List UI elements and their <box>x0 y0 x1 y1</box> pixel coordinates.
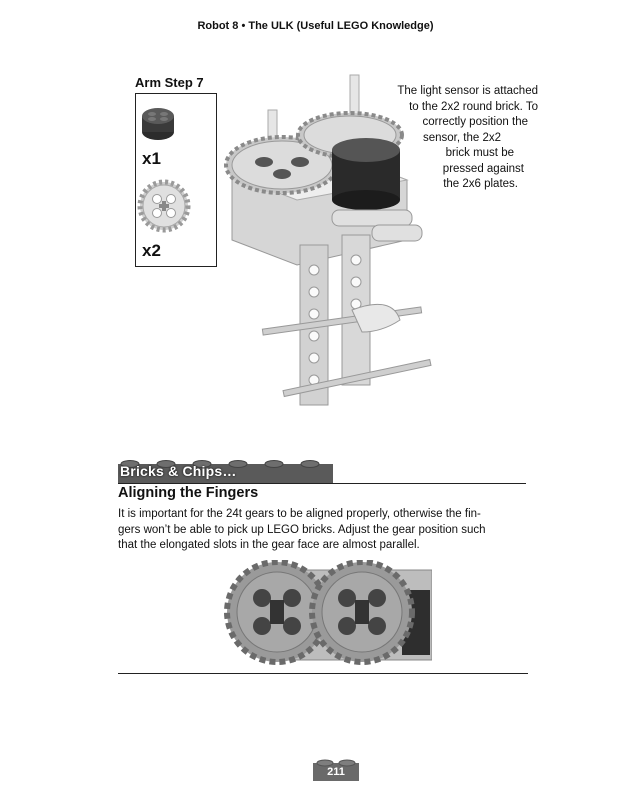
gear-24t-icon <box>140 182 188 230</box>
note-line: pressed against <box>442 162 524 175</box>
part-quantity-1: x1 <box>142 149 161 168</box>
parts-list <box>135 93 217 267</box>
right-gear <box>312 562 412 662</box>
step-title: Arm Step 7 <box>135 75 204 90</box>
body-line: gers won’t be able to pick up LEGO bricks. Adjust the gear position such <box>118 523 486 536</box>
divider <box>118 483 526 484</box>
divider <box>118 673 528 674</box>
section-body <box>118 507 528 554</box>
page-number: 211 <box>327 766 345 778</box>
note-line: sensor, the 2x2 <box>423 131 501 144</box>
note-line: The light sensor is attached <box>397 85 538 97</box>
body-line: that the elongated slots in the gear face are almost parallel. <box>118 539 420 551</box>
note-line: to the 2x2 round brick. To <box>409 100 538 113</box>
round-brick-2x2-icon <box>142 108 174 140</box>
note-line: brick must be <box>445 147 514 159</box>
note-line: correctly position the <box>422 116 528 128</box>
sidebar-label: Bricks & Chips… <box>120 463 237 479</box>
section-title: Aligning the Fingers <box>118 485 259 501</box>
sensor-note <box>370 84 538 193</box>
aligned-gears-illustration <box>222 560 432 665</box>
note-line: the 2x6 plates. <box>443 178 518 190</box>
running-header: Robot 8 • The ULK (Useful LEGO Knowledge) <box>197 20 434 32</box>
part-quantity-2: x2 <box>142 241 161 260</box>
body-line: It is important for the 24t gears to be aligned properly, otherwise the fin- <box>118 508 481 520</box>
